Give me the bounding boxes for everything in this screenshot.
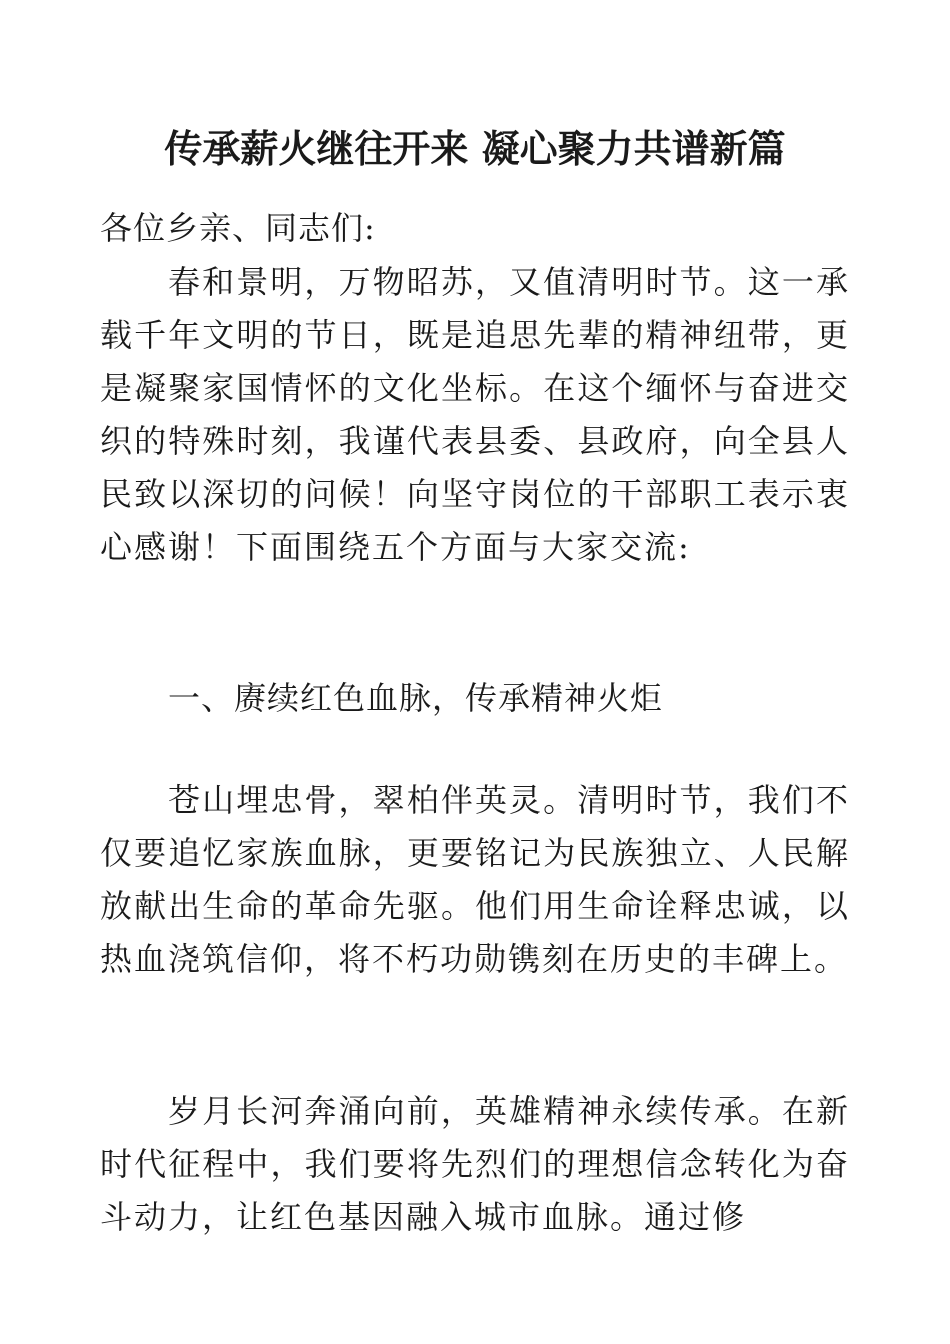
section-heading-1: 一、赓续红色血脉，传承精神火炬 <box>168 679 664 717</box>
paragraph-martyrs: 苍山埋忠骨，翠柏伴英灵。清明时节，我们不仅要追忆家族血脉，更要铭记为民族独立、人民解放献出生命的革命先驱。他们用生命诠释忠诚，以热血浇筑信仰，将不朽功勋镌刻在历史的丰碑上。 <box>100 781 850 978</box>
salutation: 各位乡亲、同志们: <box>100 209 376 247</box>
paragraph-intro: 春和景明，万物昭苏，又值清明时节。这一承载千年文明的节日，既是追思先辈的精神纽带，更是凝聚家国情怀的文化坐标。在这个缅怀与奋进交织的特殊时刻，我谨代表县委、县政府，向全县人民致以深切的问候！向坚守岗位的干部职工表示衷心感谢！下面围绕五个方面与大家交流: <box>100 263 850 566</box>
document-title: 传承薪火继往开来 凝心聚力共谱新篇 <box>164 126 786 171</box>
paragraph-inheritance: 岁月长河奔涌向前，英雄精神永续传承。在新时代征程中，我们要将先烈们的理想信念转化为奋斗动力，让红色基因融入城市血脉。通过修 <box>100 1092 850 1236</box>
